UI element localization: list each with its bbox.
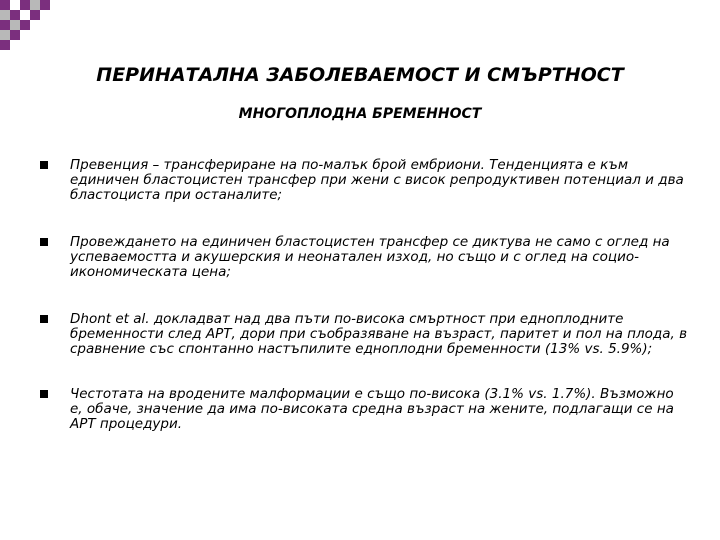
square-bullet-icon (40, 315, 48, 323)
checker-square (20, 10, 30, 20)
checker-square (0, 30, 10, 40)
decorative-checker-pattern (0, 0, 50, 50)
bullet-text: Dhont et al. докладват над два пъти по-висока смъртност при едноплодните бременности след АРТ, дори при съобразяване на възраст, паритет и пол на плода, в сравнение със спонтанно настъпилите едноплодни бременности (13% vs. 5.9%); (70, 311, 688, 357)
checker-square (20, 20, 30, 30)
bullet-text: Провеждането на единичен бластоцистен трансфер се диктува не само с оглед на успеваемостта и акушерския и неонатален изход, но също и с оглед на социо-икономическата цена; (70, 234, 670, 280)
square-bullet-icon (40, 238, 48, 246)
bullet-list (40, 158, 690, 464)
bullet-text: Честотата на вродените малформации е също по-висока (3.1% vs. 1.7%). Възможно е, обаче, значение да има по-високата средна възраст на жените, подлагащи се на АРТ процедури. (70, 386, 674, 432)
bullet-item (40, 235, 690, 280)
square-bullet-icon (40, 390, 48, 398)
checker-square (20, 0, 30, 10)
bullet-item (40, 312, 690, 357)
checker-square (10, 10, 20, 20)
checker-square (10, 30, 20, 40)
checker-square (0, 40, 10, 50)
checker-square (0, 20, 10, 30)
checker-square (0, 0, 10, 10)
square-bullet-icon (40, 161, 48, 169)
bullet-item (40, 158, 690, 203)
checker-square (30, 0, 40, 10)
slide-subtitle: МНОГОПЛОДНА БРЕМЕННОСТ (238, 106, 482, 122)
bullet-text: Превенция – трансфериране на по-малък брой ембриони. Тенденцията е към единичен бластоцистен трансфер при жени с висок репродуктивен потенциал и два бластоциста при останалите; (70, 157, 684, 203)
bullet-item (40, 387, 690, 432)
checker-square (40, 0, 50, 10)
checker-square (30, 10, 40, 20)
checker-square (10, 20, 20, 30)
slide-title: ПЕРИНАТАЛНА ЗАБОЛЕВАЕМОСТ И СМЪРТНОСТ (96, 64, 624, 86)
checker-square (0, 10, 10, 20)
checker-square (10, 0, 20, 10)
